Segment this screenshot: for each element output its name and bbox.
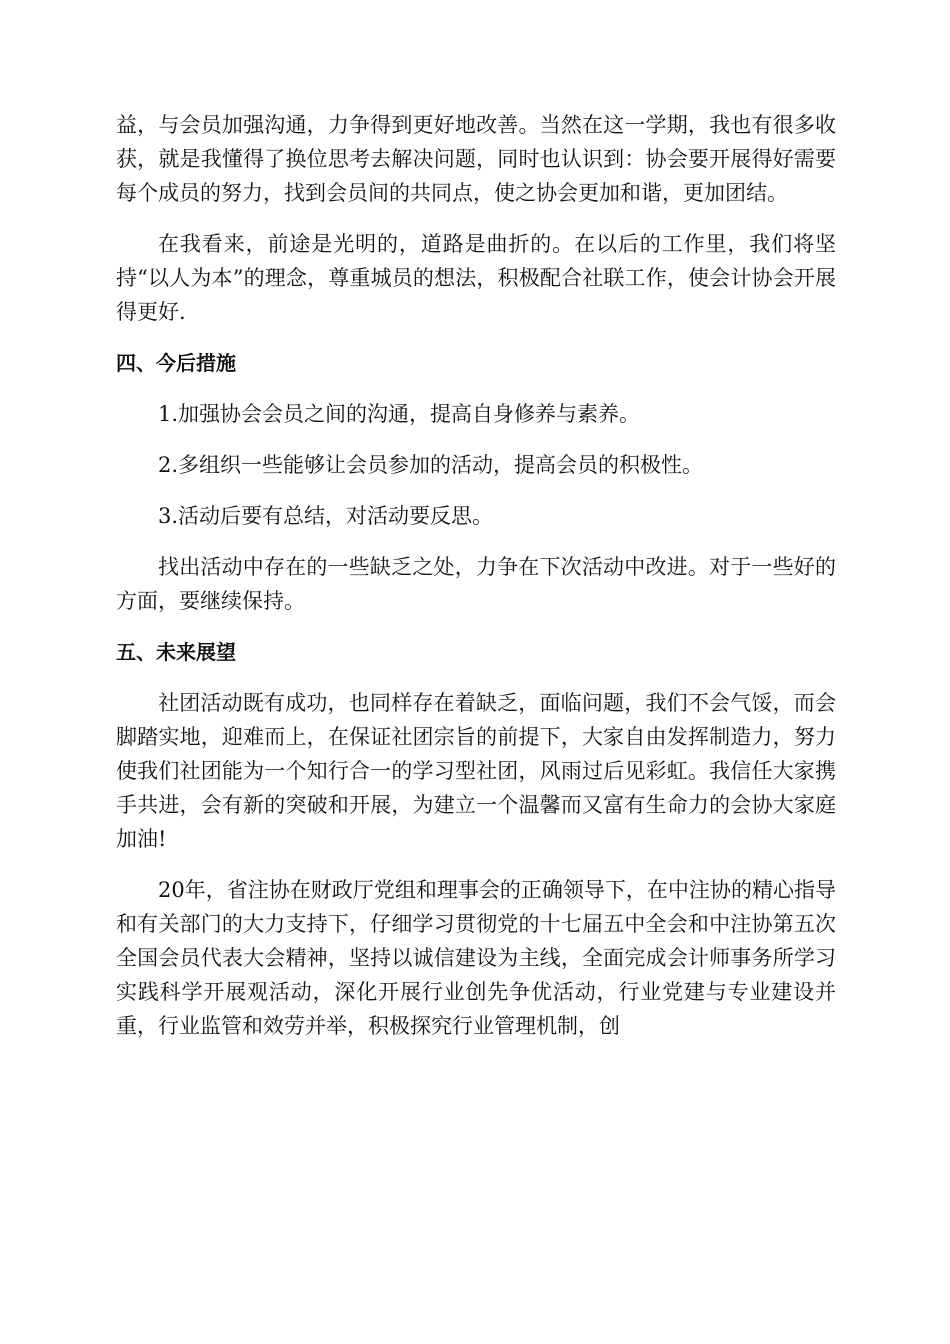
measure-item-3: 3.活动后要有总结，对活动要反思。 [158, 504, 494, 528]
measure-item-1: 1.加强协会会员之间的沟通，提高自身修养与素养。 [158, 402, 641, 426]
document-page [116, 108, 836, 1043]
heading-future-outlook: 五、未来展望 [116, 640, 236, 664]
paragraph-continuation: 益，与会员加强沟通，力争得到更好地改善。当然在这一学期，我也有很多收获，就是我懂得了换位思考去解决问题，同时也认识到：协会要开展得好需要每个成员的努力，找到会员间的共同点，使之协会更加和谐，更加团结。 [116, 113, 836, 205]
heading-future-measures: 四、今后措施 [116, 351, 236, 375]
paragraph-outlook-view: 在我看来，前途是光明的，道路是曲折的。在以后的工作里，我们将坚持“以人为本”的理念，尊重城员的想法，积极配合社联工作，使会计协会开展得更好. [116, 232, 836, 324]
paragraph-annual-summary: 20年，省注协在财政厅党组和理事会的正确领导下，在中注协的精心指导和有关部门的大力支持下，仔细学习贯彻党的十七届五中全会和中注协第五次全国会员代表大会精神，坚持以诚信建设为主线，全面完成会计师事务所学习实践科学开展观活动，深化开展行业创先争优活动，行业党建与专业建设并重，行业监管和效劳并举，积极探究行业管理机制，创 [116, 878, 836, 1038]
paragraph-outlook-body: 社团活动既有成功，也同样存在着缺乏，面临问题，我们不会气馁，而会脚踏实地，迎难而上，在保证社团宗旨的前提下，大家自由发挥制造力，努力使我们社团能为一个知行合一的学习型社团，风雨过后见彩虹。我信任大家携手共进，会有新的突破和开展，为建立一个温馨而又富有生命力的会协大家庭加油! [116, 691, 836, 851]
measure-item-2: 2.多组织一些能够让会员参加的活动，提高会员的积极性。 [158, 453, 704, 477]
measures-note: 找出活动中存在的一些缺乏之处，力争在下次活动中改进。对于一些好的方面，要继续保持。 [116, 555, 836, 613]
